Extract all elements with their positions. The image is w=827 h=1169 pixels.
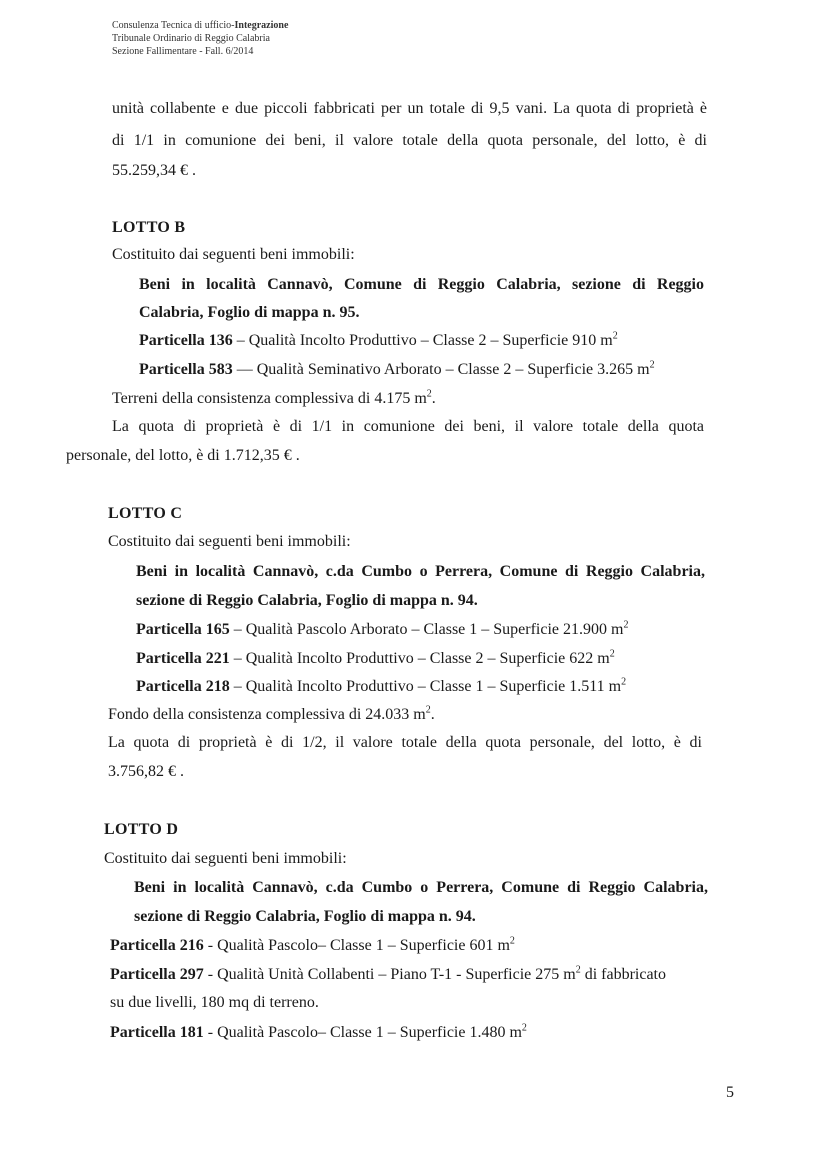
- lotto-b-subtitle: Costituito dai seguenti beni immobili:: [112, 246, 355, 263]
- lotto-c-particella-165: Particella 165 – Qualità Pascolo Arborato – Classe 1 – Superficie 21.900 $m^2$: [136, 619, 629, 638]
- lotto-b-quota-1: La quota di proprietà è di 1/1 in comunione dei beni, il valore totale della quota: [112, 418, 704, 435]
- lotto-d-particella-297: Particella 297 - Qualità Unità Collabenti – Piano T-1 - Superficie 275 $m^2$ di fabbricato: [110, 964, 666, 983]
- lotto-d-location-2: sezione di Reggio Calabria, Foglio di mappa n. 94.: [134, 908, 476, 925]
- lotto-b-particella-136: Particella 136 – Qualità Incolto Produttivo – Classe 2 – Superficie 910 $m^2$: [139, 330, 618, 349]
- intro-line-1: unità collabente e due piccoli fabbricati per un totale di 9,5 vani. La quota di proprietà è: [112, 100, 707, 117]
- lotto-d-title: LOTTO D: [104, 821, 179, 838]
- lotto-d-particella-181: Particella 181 - Qualità Pascolo– Classe 1 – Superficie 1.480 $m^2$: [110, 1022, 527, 1041]
- header-line-2: Tribunale Ordinario di Reggio Calabria: [112, 33, 270, 44]
- lotto-b-total: Terreni della consistenza complessiva di 4.175 $m^2$.: [112, 388, 436, 407]
- lotto-c-subtitle: Costituito dai seguenti beni immobili:: [108, 533, 351, 550]
- lotto-c-location-2: sezione di Reggio Calabria, Foglio di mappa n. 94.: [136, 592, 478, 609]
- lotto-b-particella-583: Particella 583 — Qualità Seminativo Arborato – Classe 2 – Superficie 3.265 $m^2$: [139, 359, 655, 378]
- page-number: 5: [726, 1084, 734, 1101]
- lotto-b-title: LOTTO B: [112, 219, 186, 236]
- lotto-c-location-1: Beni in località Cannavò, c.da Cumbo o Perrera, Comune di Reggio Calabria,: [136, 563, 705, 580]
- lotto-d-subtitle: Costituito dai seguenti beni immobili:: [104, 850, 347, 867]
- lotto-c-quota-1: La quota di proprietà è di 1/2, il valore totale della quota personale, del lotto, è di: [108, 734, 702, 751]
- intro-line-2: di 1/1 in comunione dei beni, il valore totale della quota personale, del lotto, è di: [112, 132, 707, 149]
- lotto-c-quota-2: 3.756,82 € .: [108, 763, 184, 780]
- lotto-c-total: Fondo della consistenza complessiva di 24.033 $m^2$.: [108, 704, 435, 723]
- lotto-c-particella-218: Particella 218 – Qualità Incolto Produttivo – Classe 1 – Superficie 1.511 $m^2$: [136, 676, 627, 695]
- lotto-d-particella-216: Particella 216 - Qualità Pascolo– Classe 1 – Superficie 601 $m^2$: [110, 935, 515, 954]
- lotto-b-location-2: Calabria, Foglio di mappa n. 95.: [139, 304, 360, 321]
- lotto-d-particella-297-continued: su due livelli, 180 mq di terreno.: [110, 994, 319, 1011]
- lotto-d-location-1: Beni in località Cannavò, c.da Cumbo o Perrera, Comune di Reggio Calabria,: [134, 879, 708, 896]
- lotto-b-quota-2: personale, del lotto, è di 1.712,35 € .: [66, 447, 300, 464]
- header-line-1: Consulenza Tecnica di ufficio-Integrazione: [112, 20, 289, 31]
- lotto-c-particella-221: Particella 221 – Qualità Incolto Produttivo – Classe 2 – Superficie 622 $m^2$: [136, 648, 615, 667]
- lotto-b-location-1: Beni in località Cannavò, Comune di Reggio Calabria, sezione di Reggio: [139, 276, 704, 293]
- intro-line-3: 55.259,34 € .: [112, 162, 196, 179]
- header-line-3: Sezione Fallimentare - Fall. 6/2014: [112, 46, 254, 57]
- lotto-c-title: LOTTO C: [108, 505, 183, 522]
